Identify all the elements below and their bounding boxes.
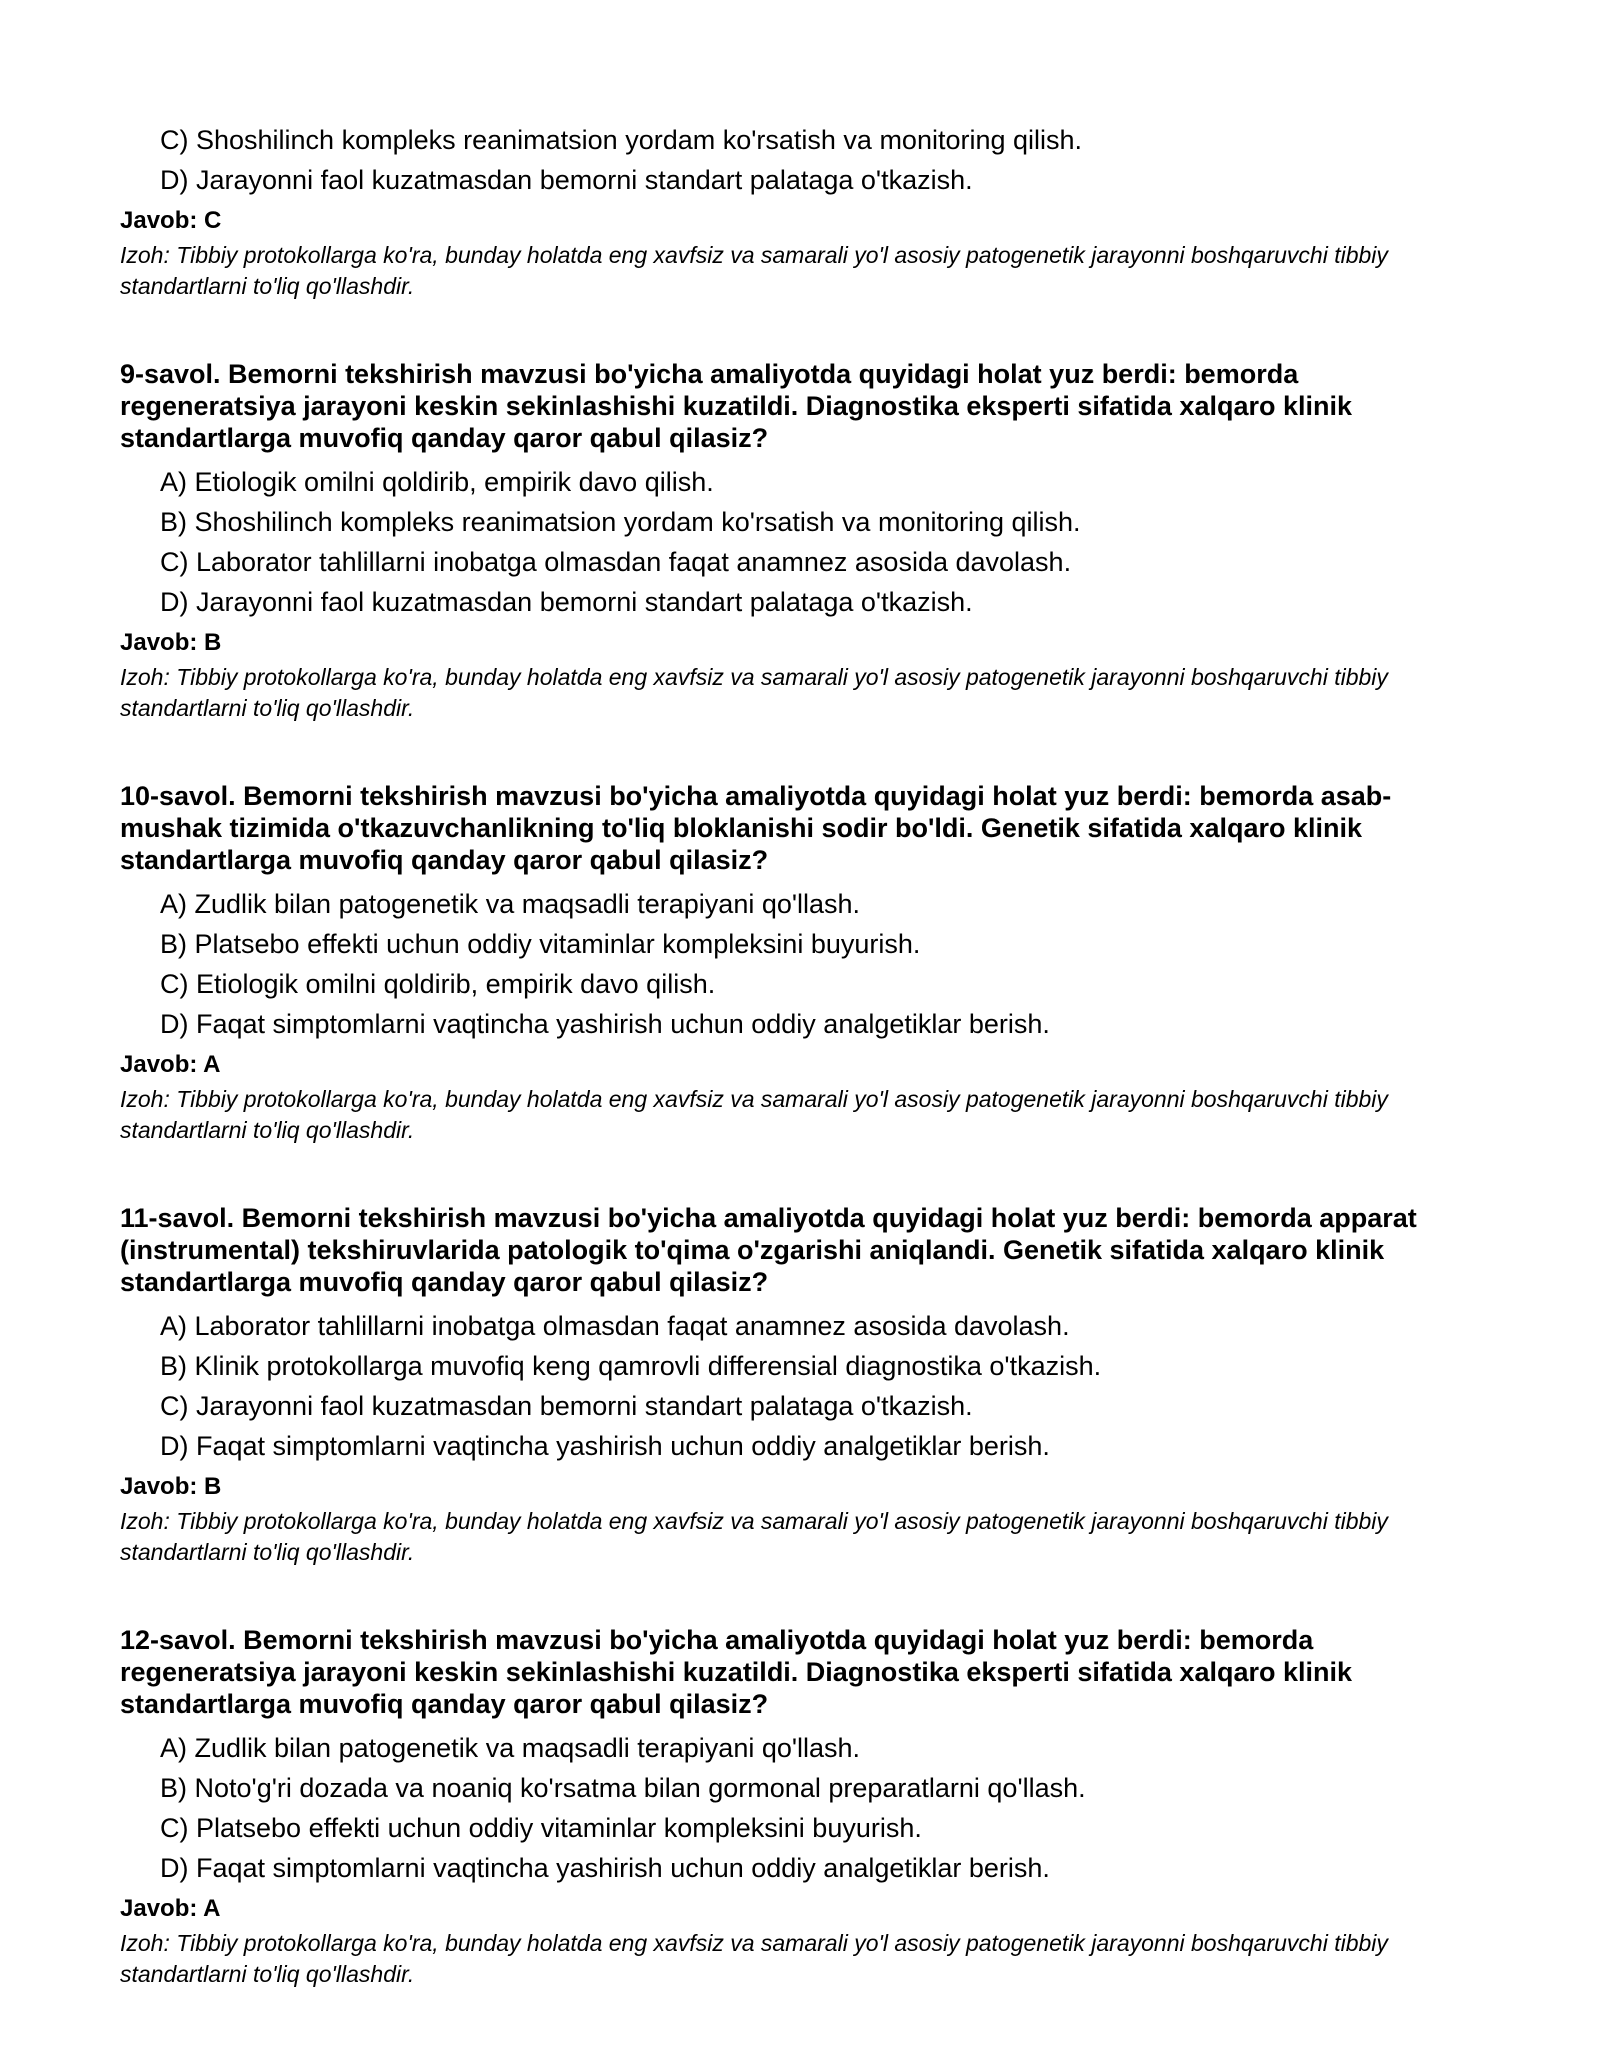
option-a: A) Laborator tahlillarni inobatga olmasdan faqat anamnez asosida davolash. [160, 1311, 1070, 1341]
question-11-block [120, 1202, 1460, 1568]
question-text: 9-savol. Bemorni tekshirish mavzusi bo'yicha amaliyotda quyidagi holat yuz berdi: bemorda regeneratsiya jarayoni keskin sekinlashishi kuzatildi. Diagnostika eksperti sifatida xalqaro klinik standartlarga muvofiq qanday qaror qabul qilasiz? [120, 359, 1353, 453]
explanation-note: Izoh: Tibbiy protokollarga ko'ra, bunday holatda eng xavfsiz va samarali yo'l asosiy patogenetik jarayonni boshqaruvchi tibbiy standartlarni to'liq qo'llashdir. [120, 1930, 1388, 1987]
option-c: C) Etiologik omilni qoldirib, empirik davo qilish. [160, 969, 716, 999]
question-text: 11-savol. Bemorni tekshirish mavzusi bo'yicha amaliyotda quyidagi holat yuz berdi: bemorda apparat (instrumental) tekshiruvlarida patologik to'qima o'zgarishi aniqlandi. Genetik sifatida xalqaro klinik standartlarga muvofiq qanday qaror qabul qilasiz? [120, 1203, 1417, 1297]
option-d: D) Faqat simptomlarni vaqtincha yashirish uchun oddiy analgetiklar berish. [160, 1853, 1050, 1883]
option-b: B) Platsebo effekti uchun oddiy vitaminlar kompleksini buyurish. [160, 929, 921, 959]
explanation-note: Izoh: Tibbiy protokollarga ko'ra, bunday holatda eng xavfsiz va samarali yo'l asosiy patogenetik jarayonni boshqaruvchi tibbiy standartlarni to'liq qo'llashdir. [120, 664, 1388, 721]
option-b: B) Klinik protokollarga muvofiq keng qamrovli differensial diagnostika o'tkazish. [160, 1351, 1102, 1381]
question-8-continued [120, 120, 1460, 302]
answer-label: Javob: A [120, 1895, 221, 1922]
option-b: B) Noto'g'ri dozada va noaniq ko'rsatma bilan gormonal preparatlarni qo'llash. [160, 1773, 1086, 1803]
option-b: B) Shoshilinch kompleks reanimatsion yordam ko'rsatish va monitoring qilish. [160, 507, 1081, 537]
option-c: C) Shoshilinch kompleks reanimatsion yordam ko'rsatish va monitoring qilish. [160, 125, 1083, 155]
option-c: C) Laborator tahlillarni inobatga olmasdan faqat anamnez asosida davolash. [160, 547, 1072, 577]
question-9-block [120, 358, 1460, 724]
question-10-block [120, 780, 1460, 1146]
option-a: A) Zudlik bilan patogenetik va maqsadli terapiyani qo'llash. [160, 889, 861, 919]
answer-label: Javob: B [120, 1473, 222, 1500]
option-c: C) Platsebo effekti uchun oddiy vitaminlar kompleksini buyurish. [160, 1813, 922, 1843]
explanation-note: Izoh: Tibbiy protokollarga ko'ra, bunday holatda eng xavfsiz va samarali yo'l asosiy patogenetik jarayonni boshqaruvchi tibbiy standartlarni to'liq qo'llashdir. [120, 242, 1388, 299]
document-page [120, 120, 1460, 1990]
answer-label: Javob: C [120, 207, 222, 234]
option-d: D) Jarayonni faol kuzatmasdan bemorni standart palataga o'tkazish. [160, 587, 973, 617]
option-d: D) Faqat simptomlarni vaqtincha yashirish uchun oddiy analgetiklar berish. [160, 1431, 1050, 1461]
question-12-block [120, 1624, 1460, 1990]
explanation-note: Izoh: Tibbiy protokollarga ko'ra, bunday holatda eng xavfsiz va samarali yo'l asosiy patogenetik jarayonni boshqaruvchi tibbiy standartlarni to'liq qo'llashdir. [120, 1086, 1388, 1143]
answer-label: Javob: B [120, 629, 222, 656]
option-c: C) Jarayonni faol kuzatmasdan bemorni standart palataga o'tkazish. [160, 1391, 973, 1421]
explanation-note: Izoh: Tibbiy protokollarga ko'ra, bunday holatda eng xavfsiz va samarali yo'l asosiy patogenetik jarayonni boshqaruvchi tibbiy standartlarni to'liq qo'llashdir. [120, 1508, 1388, 1565]
option-a: A) Zudlik bilan patogenetik va maqsadli terapiyani qo'llash. [160, 1733, 861, 1763]
question-text: 10-savol. Bemorni tekshirish mavzusi bo'yicha amaliyotda quyidagi holat yuz berdi: bemorda asab-mushak tizimida o'tkazuvchanlikning to'liq bloklanishi sodir bo'ldi. Genetik sifatida xalqaro klinik standartlarga muvofiq qanday qaror qabul qilasiz? [120, 781, 1392, 875]
answer-label: Javob: A [120, 1051, 221, 1078]
option-d: D) Jarayonni faol kuzatmasdan bemorni standart palataga o'tkazish. [160, 165, 973, 195]
question-text: 12-savol. Bemorni tekshirish mavzusi bo'yicha amaliyotda quyidagi holat yuz berdi: bemorda regeneratsiya jarayoni keskin sekinlashishi kuzatildi. Diagnostika eksperti sifatida xalqaro klinik standartlarga muvofiq qanday qaror qabul qilasiz? [120, 1625, 1353, 1719]
option-d: D) Faqat simptomlarni vaqtincha yashirish uchun oddiy analgetiklar berish. [160, 1009, 1050, 1039]
option-a: A) Etiologik omilni qoldirib, empirik davo qilish. [160, 467, 714, 497]
